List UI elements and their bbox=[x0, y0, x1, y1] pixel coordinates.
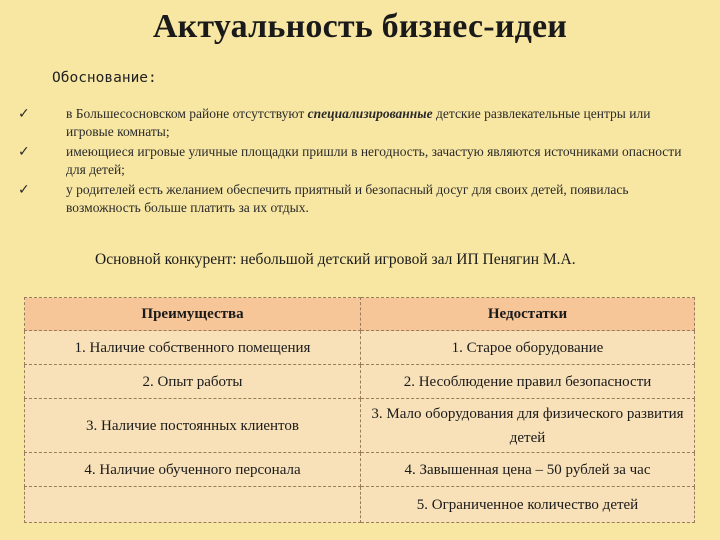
table-row bbox=[25, 331, 695, 365]
table-cell bbox=[25, 487, 361, 523]
list-item bbox=[18, 181, 698, 217]
column-header-advantages: Преимущества bbox=[25, 298, 361, 331]
checkmark-icon: ✓ bbox=[18, 106, 30, 122]
table-cell: 3. Наличие постоянных клиентов bbox=[25, 399, 361, 453]
section-subtitle: Обоснование: bbox=[52, 70, 157, 86]
checkmark-icon: ✓ bbox=[18, 182, 30, 198]
table-cell: 2. Несоблюдение правил безопасности bbox=[361, 365, 695, 399]
table-row bbox=[25, 365, 695, 399]
table-cell: 2. Опыт работы bbox=[25, 365, 361, 399]
comparison-table bbox=[24, 297, 695, 523]
bullet-text: у родителей есть желанием обеспечить приятный и безопасный досуг для своих детей, появилась возможность больше платить за их отдых. bbox=[66, 182, 629, 215]
bullet-text: в Большесосновском районе отсутствуют bbox=[66, 106, 308, 121]
table-cell: 4. Завышенная цена – 50 рублей за час bbox=[361, 453, 695, 487]
bullet-text: имеющиеся игровые уличные площадки пришли в негодность, зачастую являются источниками опасности для детей; bbox=[66, 144, 682, 177]
table-cell: 1. Старое оборудование bbox=[361, 331, 695, 365]
table-cell: 3. Мало оборудования для физического развития детей bbox=[361, 399, 695, 453]
justification-list bbox=[18, 105, 698, 219]
bullet-emphasis: специализированные bbox=[307, 106, 433, 121]
table-row bbox=[25, 487, 695, 523]
competitor-statement: Основной конкурент: небольшой детский игровой зал ИП Пенягин М.А. bbox=[95, 251, 576, 268]
list-item bbox=[18, 143, 698, 179]
page-title: Актуальность бизнес-идеи bbox=[152, 8, 568, 45]
list-item bbox=[18, 105, 698, 141]
table-row bbox=[25, 399, 695, 453]
table-cell: 4. Наличие обученного персонала bbox=[25, 453, 361, 487]
column-header-disadvantages: Недостатки bbox=[361, 298, 695, 331]
checkmark-icon: ✓ bbox=[18, 144, 30, 160]
bullet-text: детские развлекательные центры или игровые комнаты; bbox=[66, 106, 651, 139]
table-row bbox=[25, 453, 695, 487]
table-cell: 5. Ограниченное количество детей bbox=[361, 487, 695, 523]
table-cell: 1. Наличие собственного помещения bbox=[25, 331, 361, 365]
